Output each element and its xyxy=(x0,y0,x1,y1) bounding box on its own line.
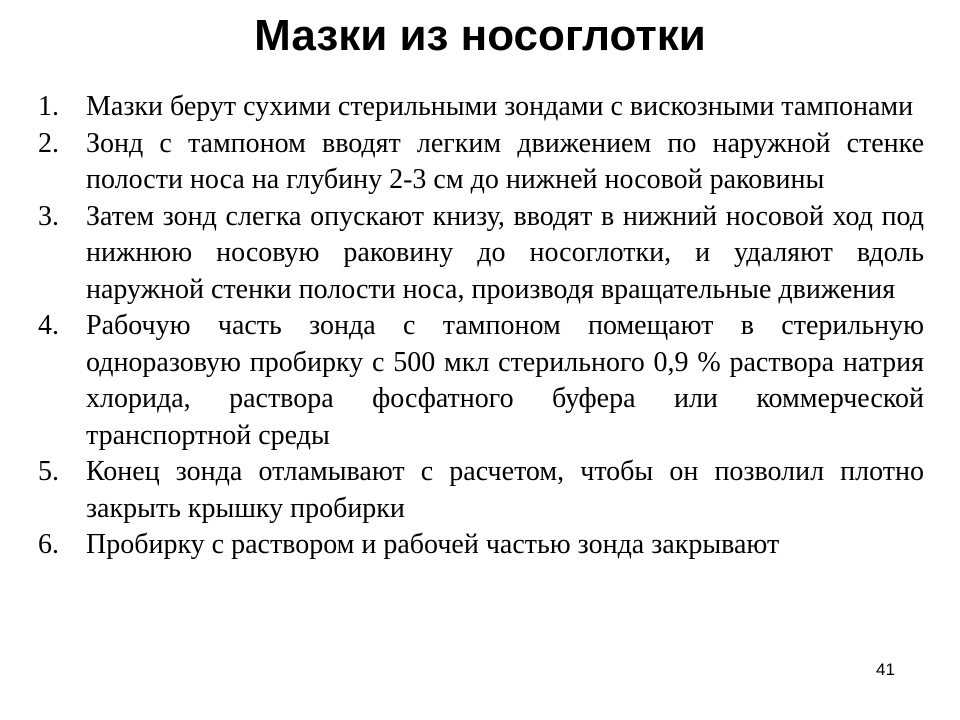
list-item xyxy=(38,199,924,309)
list-item-text: Затем зонд слегка опускают книзу, вводят в нижний носовой ход под нижнюю носовую раковину до носоглотки, и удаляют вдоль наружной стенки полости носа, производя вращательные движения xyxy=(86,200,924,305)
list-item-number: 1. xyxy=(38,91,59,122)
list-item-text: Конец зонда отламывают с расчетом, чтобы он позволил плотно закрыть крышку пробирки xyxy=(86,456,924,524)
list-item-text: Рабочую часть зонда с тампоном помещают в стерильную одноразовую пробирку с 500 мкл стерильного 0,9 % раствора натрия хлорида, раствора фосфатного буфера или коммерческой транспортной среды xyxy=(86,310,924,451)
list-item-number: 4. xyxy=(38,310,59,341)
list-item-text: Пробирку с раствором и рабочей частью зонда закрывают xyxy=(86,529,780,560)
list-item-number: 6. xyxy=(38,529,59,560)
slide-title: Мазки из носоглотки xyxy=(254,11,706,60)
list-item-text: Мазки берут сухими стерильными зондами с вискозными тампонами xyxy=(86,91,914,122)
list-item xyxy=(38,454,924,527)
list-item-number: 2. xyxy=(38,127,59,159)
list-item xyxy=(38,126,924,199)
page-number: 41 xyxy=(876,660,895,679)
list-item xyxy=(38,89,924,126)
list-item-text: Зонд с тампоном вводят легким движением по наружной стенке полости носа на глубину 2-3 см до нижней носовой раковины xyxy=(86,127,924,195)
instruction-list xyxy=(38,89,924,564)
list-item xyxy=(38,527,924,564)
list-item-number: 5. xyxy=(38,456,59,487)
list-item-number: 3. xyxy=(38,200,59,232)
list-item xyxy=(38,308,924,454)
